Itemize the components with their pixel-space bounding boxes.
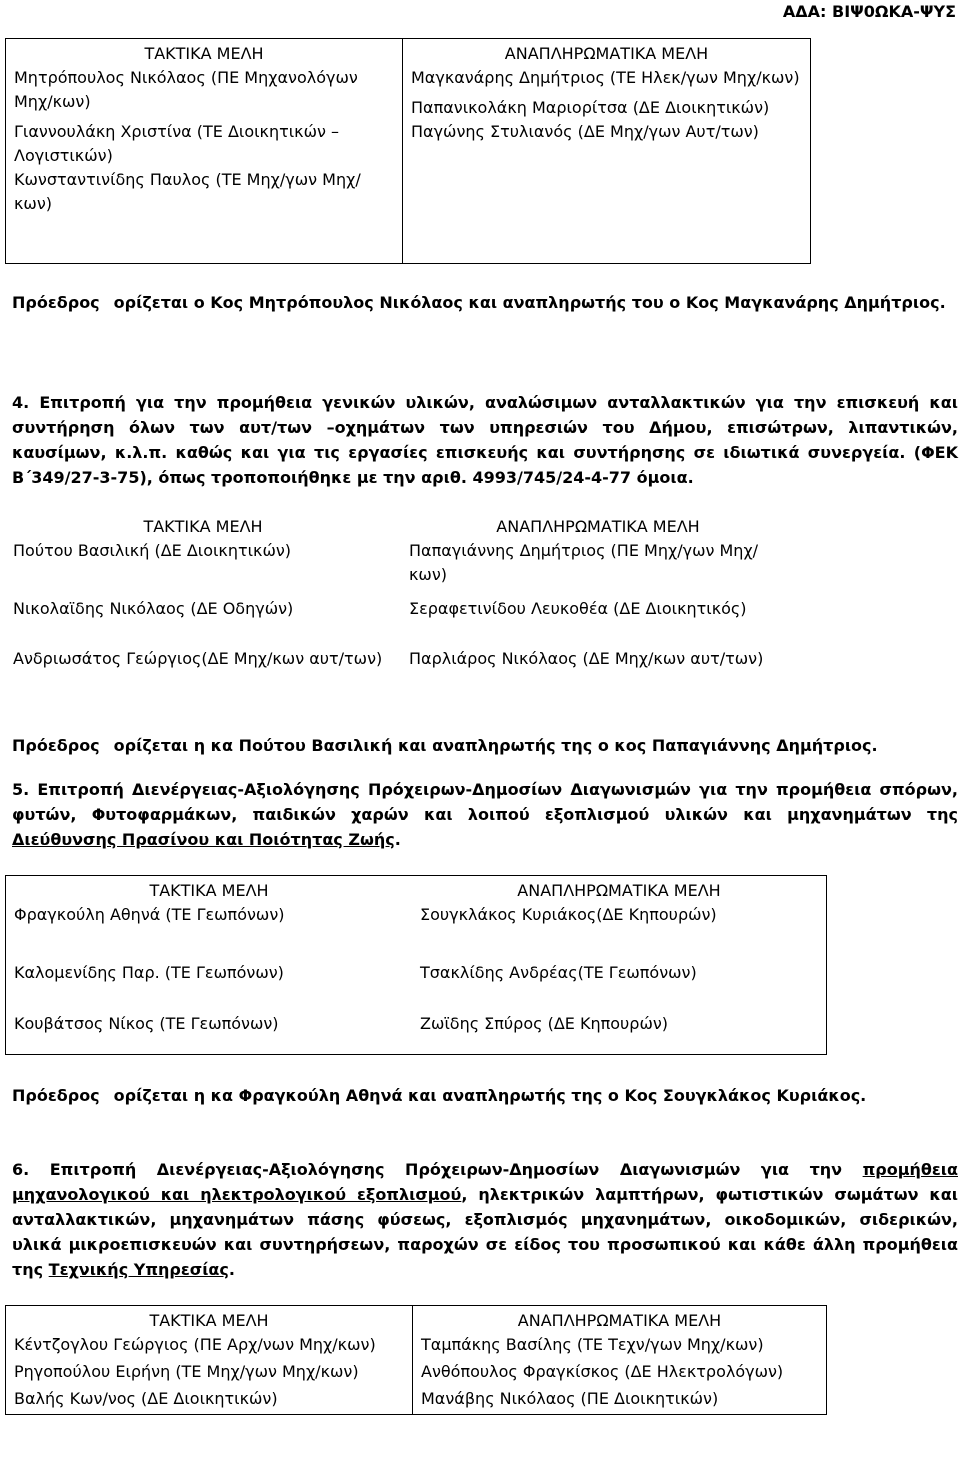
member-name: Παρλιάρος Νικόλαος (ΔΕ Μηχ/κων αυτ/των) — [409, 649, 764, 668]
president-label: Πρόεδρος — [12, 293, 100, 312]
member-name: Κέντζογλου Γεώργιος (ΠΕ Αρχ/νων Μηχ/κων) — [14, 1335, 376, 1354]
member-name: Μαγκανάρης Δημήτριος (ΤΕ Ηλεκ/γων Μηχ/κων) — [411, 68, 800, 87]
member-name: Κουβάτσος Νίκος (ΤΕ Γεωπόνων) — [14, 1014, 279, 1034]
alternate-members-cell — [413, 1306, 827, 1361]
section-5-body: 5. Επιτροπή Διενέργειας-Αξιολόγησης Πρόχειρων-Δημοσίων Διαγωνισμών για την προμήθεια σπόρων, φυτών, Φυτοφαρμάκων, παιδικών χαρών και λοιπού εξοπλισμού υλικών και μηχανημάτων της — [12, 780, 958, 824]
regular-members-header: ΤΑΚΤΙΚΑ ΜΕΛΗ — [144, 44, 264, 63]
member-name: Ζωϊδης Σπύρος (ΔΕ Κηπουρών) — [420, 1014, 669, 1034]
ada-code: ΑΔΑ: ΒΙΨ0ΩΚΑ-ΨΥΣ — [782, 2, 956, 21]
member-name: Μητρόπουλος Νικόλαος (ΠΕ Μηχανολόγων Μηχ/κων) — [14, 68, 358, 111]
alternate-members-cell — [401, 512, 795, 594]
alternate-members-header: ΑΝΑΠΛΗΡΩΜΑΤΙΚΑ ΜΕΛΗ — [504, 44, 709, 63]
president-label: Πρόεδρος — [12, 736, 100, 755]
member-name: Σεραφετινίδου Λευκοθέα (ΔΕ Διοικητικός) — [409, 599, 747, 618]
regular-members-header: ΤΑΚΤΙΚΑ ΜΕΛΗ — [149, 881, 269, 900]
president-paragraph-1 — [12, 290, 958, 315]
alternate-members-header: ΑΝΑΠΛΗΡΩΜΑΤΙΚΑ ΜΕΛΗ — [517, 1311, 722, 1330]
alternate-members-cell — [403, 39, 811, 264]
regular-members-header: ΤΑΚΤΙΚΑ ΜΕΛΗ — [149, 1311, 269, 1330]
section-6-text — [12, 1157, 958, 1282]
president-paragraph-2 — [12, 733, 958, 758]
section-6-underlined: Τεχνικής Υπηρεσίας — [48, 1260, 229, 1279]
member-name: Πούτου Βασιλική (ΔΕ Διοικητικών) — [13, 541, 292, 560]
member-name: Φραγκούλη Αθηνά (ΤΕ Γεωπόνων) — [14, 905, 285, 924]
member-name: Ανδριωσάτος Γεώργιος(ΔΕ Μηχ/κων αυτ/των) — [13, 649, 383, 668]
president-paragraph-3 — [12, 1083, 958, 1108]
section-6-body: , ηλεκτρικών λαμπτήρων, φωτιστικών σωμάτων και ανταλλακτικών, μηχανημάτων πάσης φύσεως, εξοπλισμός μηχανημάτων, οικοδομικών, σιδερικών, υλικά μικροεπισκευών και συντηρήσεων, παροχών σε είδος του προσωπικού και κάθε άλλη προμήθεια της — [12, 1185, 958, 1279]
member-name: Βαλής Κων/νος (ΔΕ Διοικητικών) — [6, 1387, 413, 1415]
member-name: Τσακλίδης Ανδρέας(ΤΕ Γεωπόνων) — [420, 963, 697, 983]
section-5-end: . — [394, 830, 401, 849]
section-6-underlined: προμήθεια μηχανολογικού και ηλεκτρολογικού εξοπλισμού — [12, 1160, 958, 1204]
members-table-1 — [5, 38, 811, 264]
president-text: ορίζεται η κα Πούτου Βασιλική και αναπληρωτής της ο κος Παπαγιάννης Δημήτριος. — [113, 736, 878, 755]
section-5-text — [12, 777, 958, 852]
member-name: Κωνσταντινίδης Παυλος (ΤΕ Μηχ/γων Μηχ/κων) — [14, 170, 361, 213]
member-name: Ταμπάκης Βασίλης (ΤΕ Τεχν/γων Μηχ/κων) — [421, 1335, 764, 1354]
member-name: Σουγκλάκος Κυριάκος(ΔΕ Κηπουρών) — [420, 905, 717, 924]
regular-members-cell — [6, 39, 403, 264]
alternate-members-header: ΑΝΑΠΛΗΡΩΜΑΤΙΚΑ ΜΕΛΗ — [517, 881, 721, 900]
alternate-members-header: ΑΝΑΠΛΗΡΩΜΑΤΙΚΑ ΜΕΛΗ — [496, 517, 700, 536]
members-table-3 — [5, 875, 827, 1055]
president-text: ορίζεται η κα Φραγκούλη Αθηνά και αναπληρωτής της ο Κος Σουγκλάκος Κυριάκος. — [113, 1086, 867, 1105]
president-label: Πρόεδρος — [12, 1086, 100, 1105]
section-6-body: 6. Επιτροπή Διενέργειας-Αξιολόγησης Πρόχειρων-Δημοσίων Διαγωνισμών για την — [12, 1160, 863, 1179]
regular-members-cell — [6, 1306, 413, 1361]
member-name: Παγώνης Στυλιανός (ΔΕ Μηχ/γων Αυτ/των) — [411, 122, 759, 141]
member-name: Παπαγιάννης Δημήτριος (ΠΕ Μηχ/γων Μηχ/κων) — [409, 541, 759, 584]
section-6-end: . — [228, 1260, 235, 1279]
regular-members-cell — [5, 512, 401, 594]
member-name: Ανθόπουλος Φραγκίσκος (ΔΕ Ηλεκτρολόγων) — [413, 1360, 827, 1387]
member-name: Μανάβης Νικόλαος (ΠΕ Διοικητικών) — [413, 1387, 827, 1415]
member-name: Καλομενίδης Παρ. (ΤΕ Γεωπόνων) — [14, 963, 284, 983]
alternate-members-cell — [412, 876, 827, 952]
members-table-4 — [5, 1305, 827, 1415]
regular-members-cell — [6, 876, 413, 952]
members-table-2 — [5, 512, 795, 674]
president-text: ορίζεται ο Κος Μητρόπουλος Νικόλαος και αναπληρωτής του ο Κος Μαγκανάρης Δημήτριος. — [113, 293, 946, 312]
member-name: Παπανικολάκη Μαριορίτσα (ΔΕ Διοικητικών) — [411, 98, 770, 117]
member-name: Γιαννουλάκη Χριστίνα (ΤΕ Διοικητικών – Λογιστικών) — [14, 122, 339, 165]
member-name: Νικολαϊδης Νικόλαος (ΔΕ Οδηγών) — [13, 599, 294, 618]
section-4-text: 4. Επιτροπή για την προμήθεια γενικών υλικών, αναλώσιμων ανταλλακτικών για την επισκευή και συντήρηση όλων των αυτ/των –οχημάτων των υπηρεσιών του Δήμου, επισώτρων, λιπαντικών, καυσίμων, κ.λ.π. καθώς και για τις εργασίες επισκευής και συντήρησης σε ιδιωτικά συνεργεία. (ΦΕΚ Β΄349/27-3-75), όπως τροποποιήθηκε με την αριθ. 4993/745/24-4-77 όμοια. — [12, 393, 958, 487]
member-name: Ρηγοπούλου Ειρήνη (ΤΕ Μηχ/γων Μηχ/κων) — [6, 1360, 413, 1387]
regular-members-header: ΤΑΚΤΙΚΑ ΜΕΛΗ — [143, 517, 263, 536]
section-5-underlined: Διεύθυνσης Πρασίνου και Ποιότητας Ζωής — [12, 830, 395, 849]
